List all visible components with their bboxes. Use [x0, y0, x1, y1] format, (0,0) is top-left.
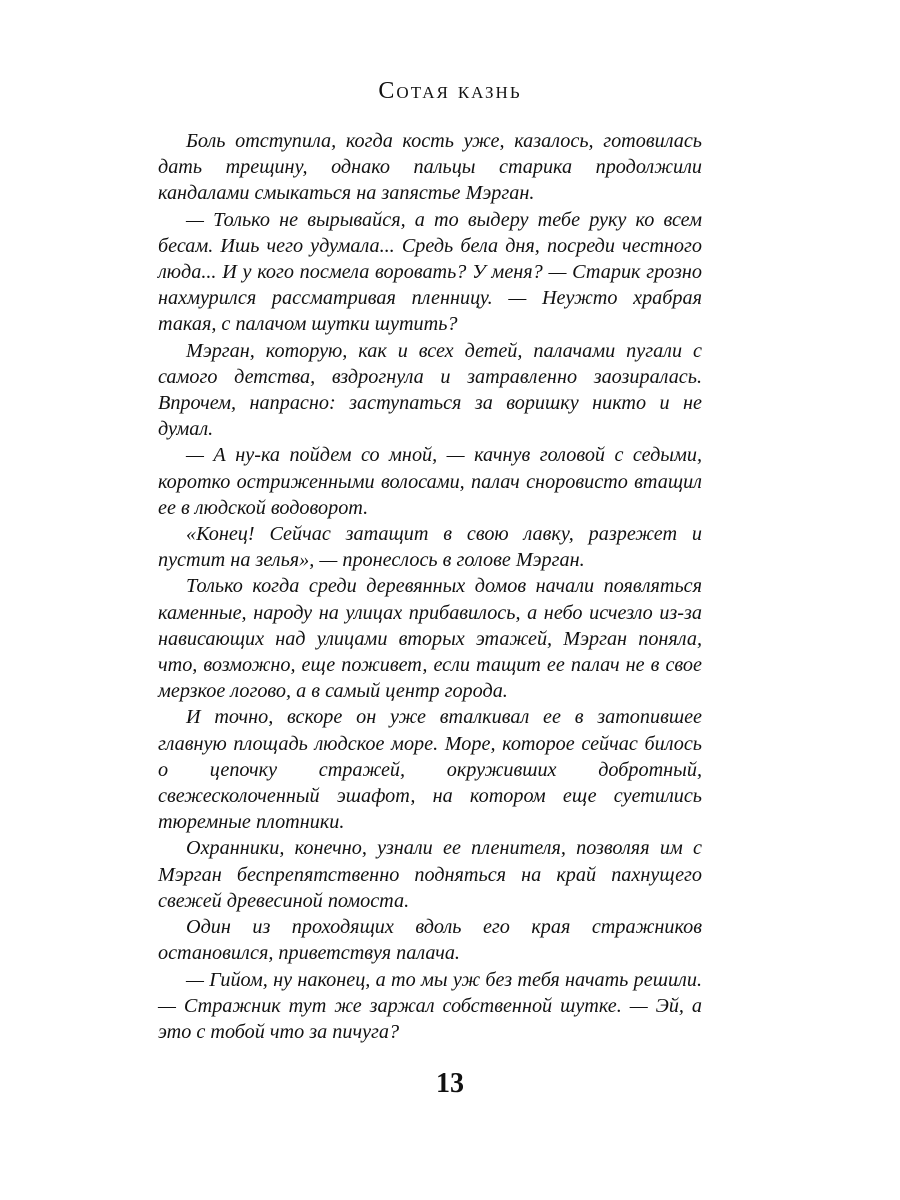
paragraph: Только когда среди деревянных домов начали появляться каменные, народу на улицах прибавилось, а небо исчезло из-за нависающих над улицами вторых этажей, Мэрган поняла, что, возможно, еще поживет, если тащит ее палач не в свое мерзкое логово, а в самый центр города. [158, 575, 702, 703]
paragraph: «Конец! Сейчас затащит в свою лавку, разрежет и пустит на зелья», — пронеслось в голове Мэрган. [158, 523, 702, 572]
paragraph: Один из проходящих вдоль его края стражников остановился, приветствуя палача. [158, 916, 702, 965]
page-number: 13 [436, 1068, 464, 1099]
paragraph: — А ну-ка пойдем со мной, — качнув головой с седыми, коротко остриженными волосами, палач сноровисто втащил ее в людской водоворот. [158, 444, 702, 519]
paragraph: — Только не вырывайся, а то выдеру тебе руку ко всем бесам. Ишь чего удумала... Средь бела дня, посреди честного люда... И у кого посмела воровать? У меня? — Старик грозно нахмурился рассматривая пленницу. — Неужто храбрая такая, с палачом шутки шутить? [158, 208, 702, 336]
paragraph: Охранники, конечно, узнали ее пленителя, позволяя им с Мэрган беспрепятственно подняться на край пахнущего свежей древесиной помоста. [158, 837, 702, 912]
running-title: Сотая казнь [378, 78, 522, 104]
body-text [158, 128, 702, 1045]
paragraph: Мэрган, которую, как и всех детей, палачами пугали с самого детства, вздрогнула и затравленно заозиралась. Впрочем, напрасно: заступаться за воришку никто и не думал. [158, 339, 702, 441]
paragraph: И точно, вскоре он уже вталкивал ее в затопившее главную площадь людское море. Море, которое сейчас билось о цепочку стражей, окруживших добротный, свежесколоченный эшафот, на котором еще суетились тюремные плотники. [158, 706, 702, 834]
paragraph: Боль отступила, когда кость уже, казалось, готовилась дать трещину, однако пальцы старика продолжили кандалами смыкаться на запястье Мэрган. [158, 130, 702, 205]
paragraph: — Гийом, ну наконец, а то мы уж без тебя начать решили. — Стражник тут же заржал собственной шутке. — Эй, а это с тобой что за пичуга? [158, 968, 702, 1043]
